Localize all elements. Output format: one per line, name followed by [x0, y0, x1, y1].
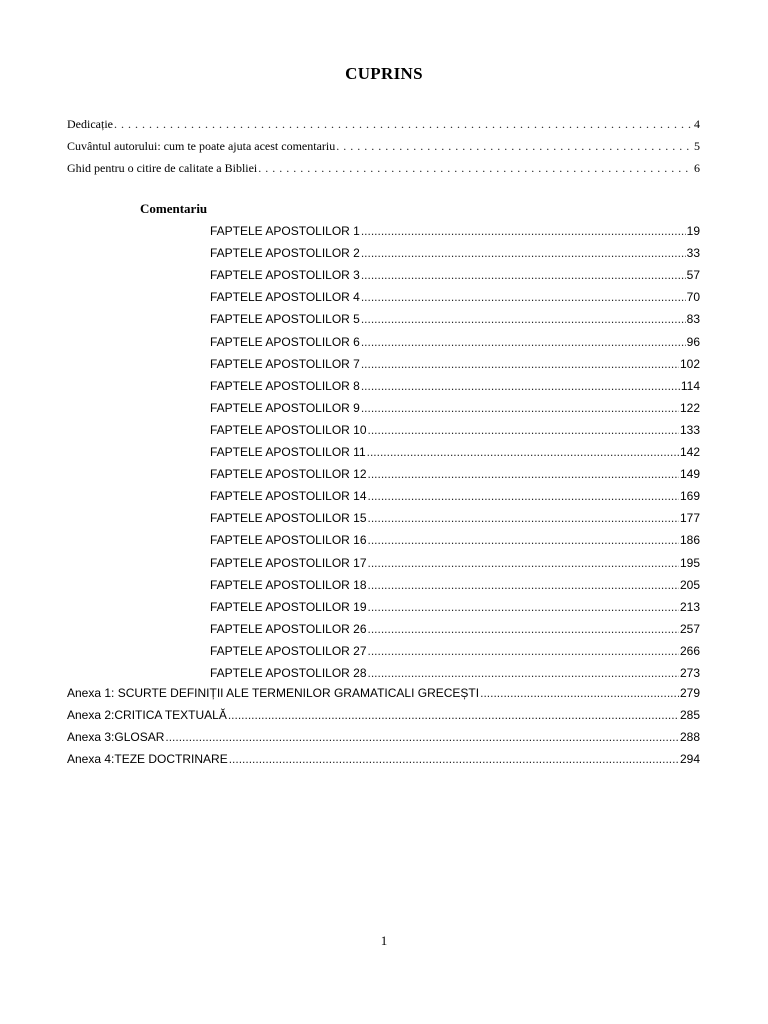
dot-leader	[361, 357, 679, 371]
toc-entry-page: 96	[686, 334, 700, 349]
chapter-entry	[210, 290, 700, 304]
dot-leader	[361, 379, 680, 393]
toc-entry-label: FAPTELE APOSTOLILOR 26	[210, 621, 367, 636]
toc-entry-page: 133	[679, 422, 700, 437]
chapter-entry	[210, 622, 700, 636]
chapter-entry	[210, 556, 700, 570]
dot-leader	[361, 290, 686, 304]
toc-entry-label: FAPTELE APOSTOLILOR 16	[210, 533, 367, 548]
toc-entry-page: 70	[686, 290, 700, 305]
toc-entry-page: 213	[679, 599, 700, 614]
toc-entry-page: 177	[679, 511, 700, 526]
toc-entry	[67, 117, 700, 131]
toc-entry-page: 142	[679, 445, 700, 459]
toc-entry-label: FAPTELE APOSTOLILOR 17	[210, 555, 367, 570]
dot-leader	[229, 752, 679, 766]
toc-entry-page: 6	[694, 161, 700, 175]
toc-entry-page: 102	[679, 356, 700, 371]
toc-entry-page: 273	[679, 666, 700, 680]
toc-entry-label: FAPTELE APOSTOLILOR 2	[210, 246, 360, 261]
chapter-entry	[210, 246, 700, 260]
toc-entry-page: 33	[686, 246, 700, 261]
page-title: CUPRINS	[345, 64, 423, 83]
toc-entry-label: Anexa 2:CRITICA TEXTUALĂ	[67, 708, 227, 722]
dot-leader	[368, 644, 679, 658]
toc-entry	[67, 161, 700, 175]
dot-leader	[361, 246, 686, 260]
chapter-entry	[210, 511, 700, 525]
toc-entry-page: 5	[694, 139, 700, 153]
toc-entry-page: 285	[679, 708, 700, 722]
toc-entry-label: FAPTELE APOSTOLILOR 27	[210, 643, 367, 658]
toc-entry-label: FAPTELE APOSTOLILOR 8	[210, 378, 360, 393]
toc-entry-label: Anexa 1: SCURTE DEFINIȚII ALE TERMENILOR GRAMATICALI GRECEȘTI	[67, 686, 480, 700]
toc-entry-page: 4	[694, 117, 700, 131]
chapter-entry	[210, 312, 700, 326]
dot-leader	[480, 686, 679, 700]
toc-entry-page: 83	[686, 312, 700, 327]
dot-leader	[114, 117, 693, 131]
toc-entry-page: 149	[679, 467, 700, 482]
chapter-entry	[210, 401, 700, 415]
toc-entry-label: FAPTELE APOSTOLILOR 4	[210, 290, 360, 305]
toc-entry-label: FAPTELE APOSTOLILOR 10	[210, 422, 367, 437]
chapter-entry	[210, 268, 700, 282]
chapter-entry	[210, 578, 700, 592]
dot-leader	[165, 730, 679, 744]
toc-entry-label: FAPTELE APOSTOLILOR 11	[210, 445, 366, 459]
toc-entry-label: FAPTELE APOSTOLILOR 6	[210, 334, 360, 349]
dot-leader	[368, 467, 679, 481]
toc-entry-page: 186	[679, 533, 700, 548]
toc-entry-page: 257	[679, 621, 700, 636]
toc-entry-page: 288	[679, 730, 700, 744]
toc-entry-label: Anexa 3:GLOSAR	[67, 730, 165, 744]
chapter-entry	[210, 379, 700, 393]
chapter-entry	[210, 335, 700, 349]
toc-entry-label: FAPTELE APOSTOLILOR 18	[210, 577, 367, 592]
toc-entry-label: FAPTELE APOSTOLILOR 12	[210, 467, 367, 482]
chapter-entry	[210, 357, 700, 371]
toc-entry-page: 195	[679, 555, 700, 570]
chapter-entry	[210, 467, 700, 481]
toc-entry-page: 122	[679, 400, 700, 415]
dot-leader	[361, 268, 686, 282]
dot-leader	[361, 312, 686, 326]
toc-entry-page: 169	[679, 489, 700, 504]
toc-entry-page: 114	[680, 378, 700, 393]
commentary-heading: Comentariu	[140, 201, 208, 216]
chapter-entry	[210, 423, 700, 437]
chapter-entry	[210, 600, 700, 614]
dot-leader	[368, 600, 679, 614]
toc-entry-page: 266	[679, 643, 700, 658]
annex-entry	[67, 686, 700, 700]
page-number: 1	[380, 933, 388, 948]
dot-leader	[368, 511, 679, 525]
dot-leader	[368, 489, 679, 503]
toc-entry-page: 57	[686, 268, 700, 283]
dot-leader	[368, 533, 679, 547]
toc-entry-label: Dedicație	[67, 117, 113, 131]
toc-entry-page: 294	[679, 752, 700, 766]
toc-entry-label: FAPTELE APOSTOLILOR 28	[210, 666, 367, 680]
dot-leader	[368, 423, 679, 437]
dot-leader	[368, 622, 679, 636]
chapter-entry	[210, 489, 700, 503]
toc-entry-page: 279	[679, 686, 700, 700]
toc-entry-label: FAPTELE APOSTOLILOR 7	[210, 356, 360, 371]
toc-entry-label: FAPTELE APOSTOLILOR 9	[210, 400, 360, 415]
dot-leader	[368, 666, 679, 680]
dot-leader	[368, 556, 679, 570]
toc-entry-label: FAPTELE APOSTOLILOR 3	[210, 268, 360, 283]
dot-leader	[367, 445, 679, 459]
toc-entry-label: FAPTELE APOSTOLILOR 19	[210, 599, 367, 614]
dot-leader	[361, 224, 686, 238]
dot-leader	[258, 161, 693, 175]
toc-entry-label: FAPTELE APOSTOLILOR 14	[210, 489, 367, 504]
chapter-entry	[210, 445, 700, 459]
dot-leader	[361, 401, 679, 415]
chapter-entry	[210, 533, 700, 547]
toc-entry-label: FAPTELE APOSTOLILOR 15	[210, 511, 367, 526]
annex-entry	[67, 730, 700, 744]
toc-entry-label: FAPTELE APOSTOLILOR 1	[210, 224, 360, 238]
toc-entry-label: Ghid pentru o citire de calitate a Bibliei	[67, 161, 258, 175]
dot-leader	[361, 335, 686, 349]
annex-entry	[67, 752, 700, 766]
toc-entry	[67, 139, 700, 153]
dot-leader	[228, 708, 679, 722]
toc-entry-page: 19	[686, 224, 700, 238]
dot-leader	[336, 139, 693, 153]
chapter-entry	[210, 644, 700, 658]
chapter-entry	[210, 666, 700, 680]
dot-leader	[368, 578, 679, 592]
toc-entry-label: Anexa 4:TEZE DOCTRINARE	[67, 752, 228, 766]
toc-entry-page: 205	[679, 577, 700, 592]
toc-entry-label: FAPTELE APOSTOLILOR 5	[210, 312, 360, 327]
annex-entry	[67, 708, 700, 722]
toc-entry-label: Cuvântul autorului: cum te poate ajuta acest comentariu	[67, 139, 336, 153]
chapter-entry	[210, 224, 700, 238]
